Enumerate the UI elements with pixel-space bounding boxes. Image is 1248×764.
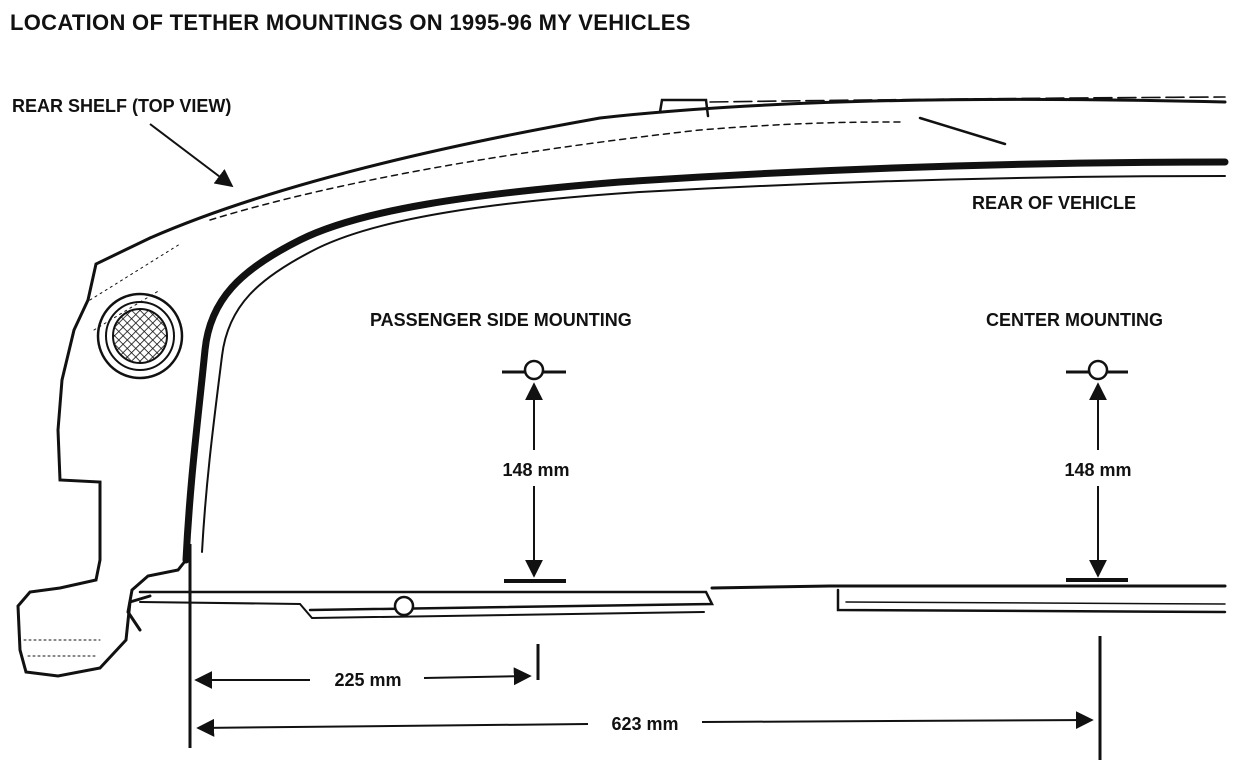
center-depth-label: 148 mm (1064, 460, 1132, 480)
center-mounting-label: CENTER MOUNTING (986, 310, 1163, 330)
passenger-offset-label: 225 mm (334, 670, 402, 690)
center-depth-dimension (1066, 384, 1128, 580)
speaker-grille (98, 294, 182, 378)
rear-shelf-label: REAR SHELF (TOP VIEW) (12, 96, 232, 116)
passenger-depth-dimension (504, 384, 566, 581)
passenger-tether-anchor (502, 361, 566, 379)
passenger-side-mounting-label: PASSENGER SIDE MOUNTING (370, 310, 632, 330)
rear-shelf-leader-arrow (150, 124, 232, 186)
rear-shelf-outline (18, 97, 1225, 676)
diagram-title: LOCATION OF TETHER MOUNTINGS ON 1995-96 MY VEHICLES (10, 10, 691, 35)
center-tether-anchor (1066, 361, 1128, 379)
rear-of-vehicle-label: REAR OF VEHICLE (972, 193, 1137, 213)
passenger-depth-label: 148 mm (502, 460, 570, 480)
center-offset-label: 623 mm (611, 714, 679, 734)
